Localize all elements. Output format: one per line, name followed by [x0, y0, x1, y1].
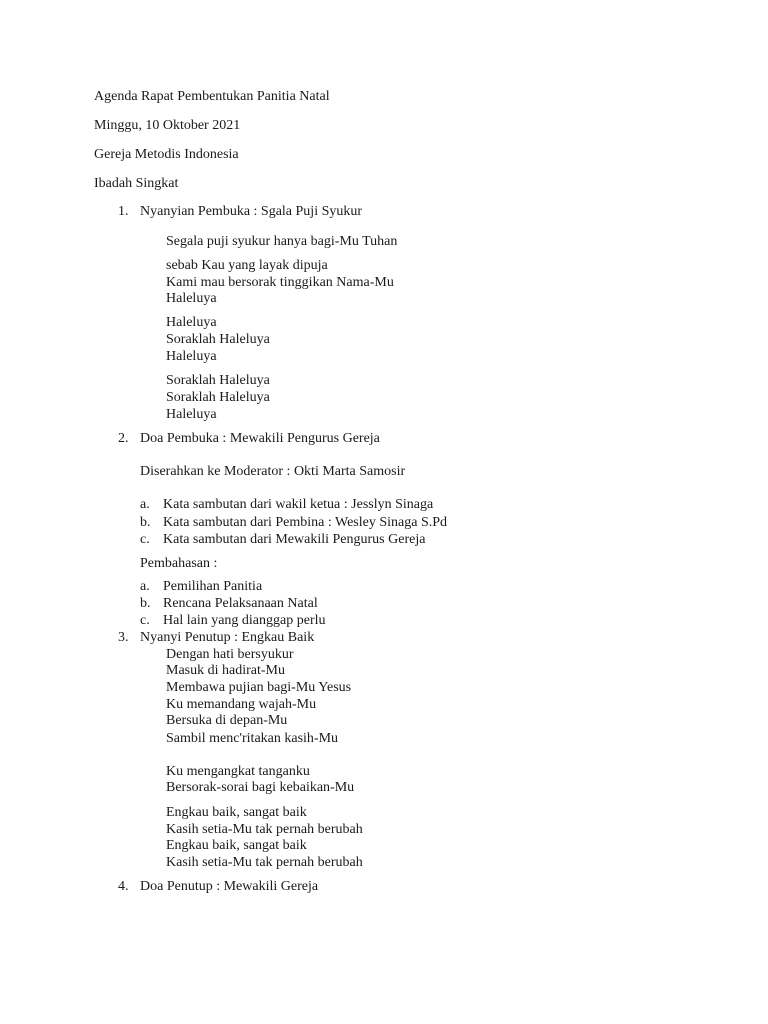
item-title: Doa Pembuka : Mewakili Pengurus Gereja — [140, 431, 380, 446]
pembahasan-label: Pembahasan : — [140, 556, 218, 571]
lyric-line: Ku memandang wajah-Mu — [166, 697, 317, 712]
lyric-line: Haleluya — [166, 349, 217, 364]
lyric-line: Kami mau bersorak tinggikan Nama-Mu — [166, 275, 394, 290]
lyric-line: Engkau baik, sangat baik — [166, 805, 307, 820]
lyric-line: Soraklah Haleluya — [166, 390, 270, 405]
lyric-line: Membawa pujian bagi-Mu Yesus — [166, 680, 352, 695]
lyric-line: Engkau baik, sangat baik — [166, 838, 307, 853]
item-title: Doa Penutup : Mewakili Gereja — [140, 879, 319, 894]
lyric-line: Segala puji syukur hanya bagi-Mu Tuhan — [166, 234, 398, 249]
item-number: 2. — [118, 431, 129, 446]
list-letter: c. — [140, 613, 150, 628]
list-letter: b. — [140, 515, 151, 530]
section-heading: Ibadah Singkat — [94, 176, 179, 191]
lyric-line: Haleluya — [166, 315, 217, 330]
list-item: Kata sambutan dari Mewakili Pengurus Gereja — [163, 532, 426, 547]
document-title: Agenda Rapat Pembentukan Panitia Natal — [94, 89, 330, 104]
list-item: Kata sambutan dari wakil ketua : Jesslyn Sinaga — [163, 497, 434, 512]
lyric-line: Ku mengangkat tanganku — [166, 764, 310, 779]
church-name: Gereja Metodis Indonesia — [94, 147, 239, 162]
list-item: Rencana Pelaksanaan Natal — [163, 596, 318, 611]
lyric-line: Kasih setia-Mu tak pernah berubah — [166, 855, 363, 870]
item-title: Nyanyian Pembuka : Sgala Puji Syukur — [140, 204, 363, 219]
list-letter: a. — [140, 497, 150, 512]
lyric-line: Soraklah Haleluya — [166, 332, 270, 347]
list-item: Kata sambutan dari Pembina : Wesley Sinaga S.Pd — [163, 515, 448, 530]
lyric-line: Masuk di hadirat-Mu — [166, 663, 285, 678]
list-letter: b. — [140, 596, 151, 611]
meeting-date: Minggu, 10 Oktober 2021 — [94, 118, 241, 133]
item-number: 4. — [118, 879, 129, 894]
item-number: 1. — [118, 204, 129, 219]
lyric-line: Sambil menc'ritakan kasih-Mu — [166, 731, 339, 746]
lyric-line: Haleluya — [166, 407, 217, 422]
lyric-line: Dengan hati bersyukur — [166, 647, 294, 662]
item-title: Nyanyi Penutup : Engkau Baik — [140, 630, 315, 645]
list-item: Pemilihan Panitia — [163, 579, 263, 594]
item-number: 3. — [118, 630, 129, 645]
lyric-line: Haleluya — [166, 291, 217, 306]
lyric-line: sebab Kau yang layak dipuja — [166, 258, 328, 273]
moderator-line: Diserahkan ke Moderator : Okti Marta Samosir — [140, 464, 406, 479]
lyric-line: Bersuka di depan-Mu — [166, 713, 288, 728]
lyric-line: Soraklah Haleluya — [166, 373, 270, 388]
list-letter: a. — [140, 579, 150, 594]
list-item: Hal lain yang dianggap perlu — [163, 613, 326, 628]
lyric-line: Bersorak-sorai bagi kebaikan-Mu — [166, 780, 355, 795]
lyric-line: Kasih setia-Mu tak pernah berubah — [166, 822, 363, 837]
list-letter: c. — [140, 532, 150, 547]
